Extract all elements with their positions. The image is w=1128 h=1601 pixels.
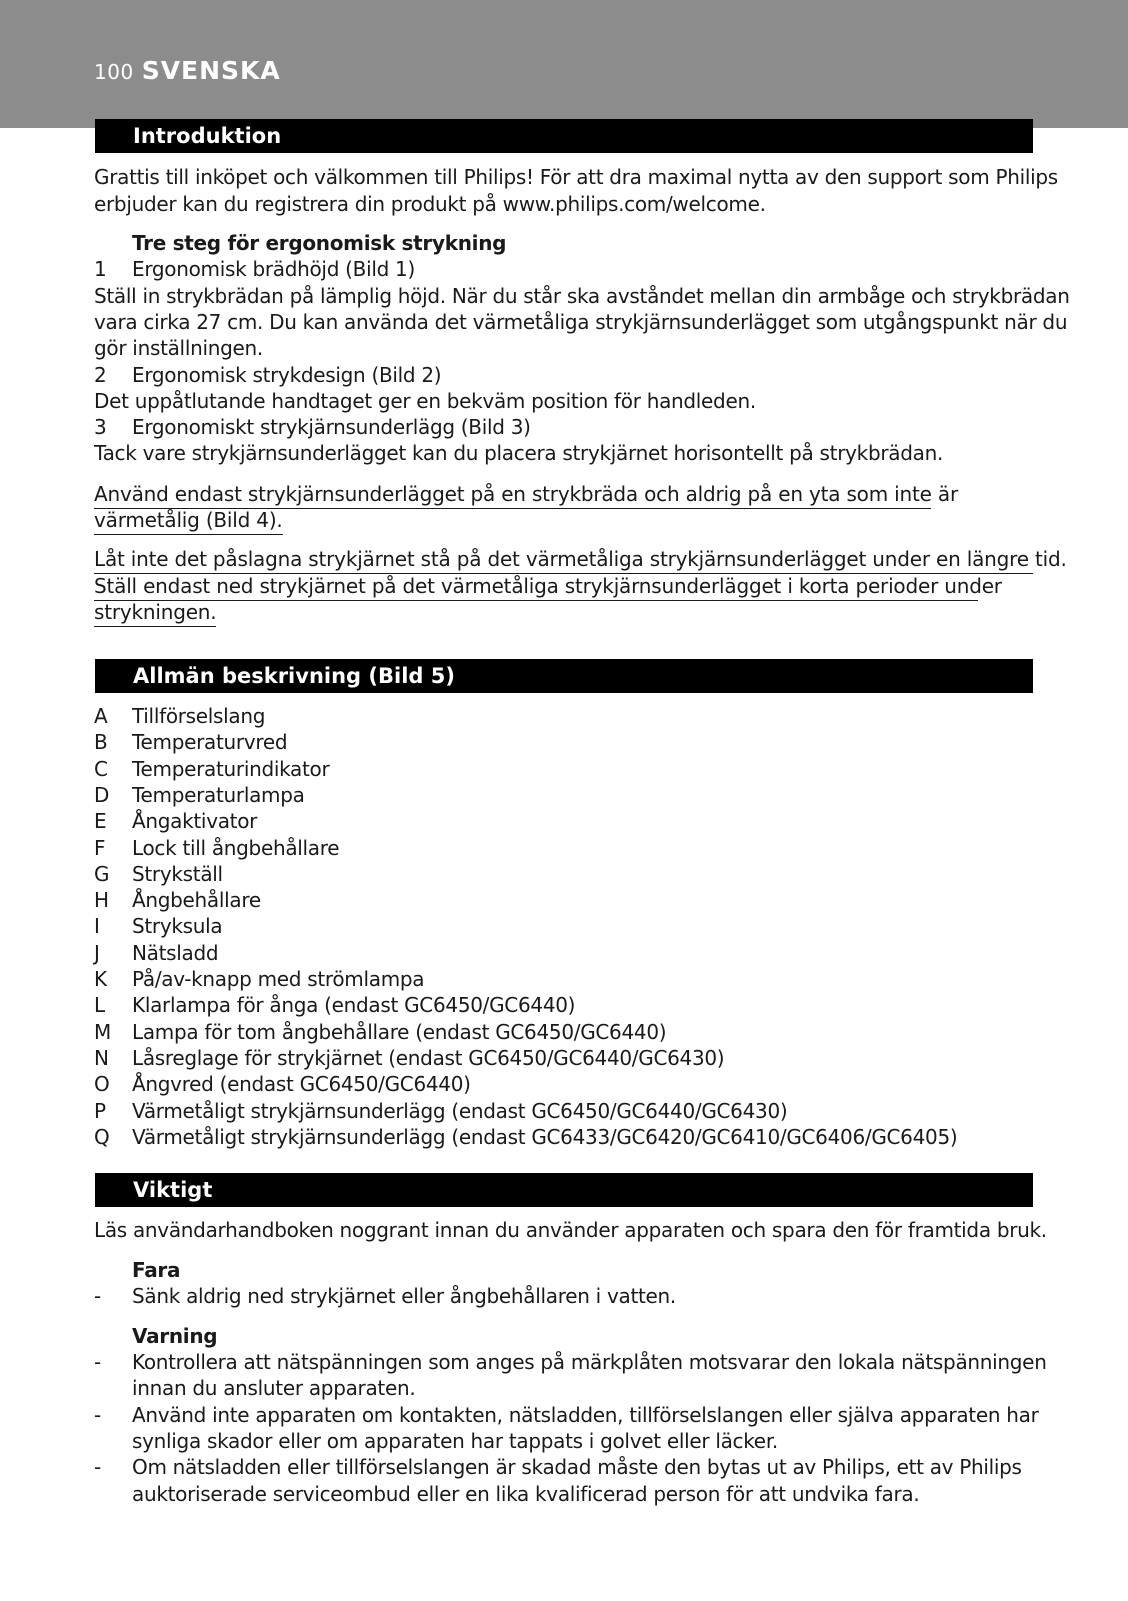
step-2-text-1: Det uppåtlutande handtaget ger en bekväm position för handleden. [94, 389, 756, 413]
description-item [94, 1045, 724, 1072]
page-number: 100 [94, 60, 134, 84]
warning-2-line-1: Låt inte det påslagna strykjärnet stå på det värmetåliga strykjärnsunderlägget under en längre tid. [94, 546, 1033, 574]
item-letter: G [94, 862, 110, 886]
warning-item-2 [94, 1402, 1039, 1429]
important-intro: Läs användarhandboken noggrant innan du använder apparaten och spara den för framtida bruk. [94, 1218, 1047, 1242]
bullet-dash: - [94, 1350, 101, 1374]
step-number: 3 [94, 415, 107, 439]
description-item [94, 966, 424, 993]
item-letter: H [94, 888, 109, 912]
warning-1-line-2: värmetålig (Bild 4). [94, 507, 283, 535]
item-letter: O [94, 1072, 110, 1096]
danger-heading: Fara [132, 1258, 181, 1282]
item-text: Temperaturindikator [132, 757, 330, 781]
item-text: Låsreglage för strykjärnet (endast GC6450/GC6440/GC6430) [132, 1046, 725, 1070]
description-item [94, 782, 305, 809]
warning-text: Använd inte apparaten om kontakten, nätsladden, tillförselslangen eller själva apparaten har [132, 1403, 1039, 1427]
item-text: Ångaktivator [132, 809, 258, 833]
warning-item-1 [94, 1349, 1047, 1376]
description-item [94, 1071, 471, 1098]
warning-item-2-cont: synliga skador eller om apparaten har tappats i golvet eller läcker. [132, 1429, 778, 1453]
item-text: Temperaturvred [132, 730, 288, 754]
bullet-dash: - [94, 1403, 101, 1427]
item-letter: N [94, 1046, 109, 1070]
description-item [94, 861, 223, 888]
item-letter: I [94, 914, 100, 938]
warning-1-line-1: Använd endast strykjärnsunderlägget på en strykbräda och aldrig på en yta som inte är [94, 481, 931, 509]
warning-text: Kontrollera att nätspänningen som anges på märkplåten motsvarar den lokala nätspänningen [132, 1350, 1047, 1374]
step-3 [94, 414, 531, 441]
warning-2-line-3: strykningen. [94, 599, 216, 627]
item-letter: K [94, 967, 107, 991]
description-item [94, 940, 218, 967]
step-1-text-3: gör inställningen. [94, 336, 263, 360]
item-text: Värmetåligt strykjärnsunderlägg (endast GC6433/GC6420/GC6410/GC6406/GC6405) [132, 1125, 958, 1149]
warning-item-3-cont: auktoriserade serviceombud eller en lika kvalificerad person för att undvika fara. [132, 1482, 920, 1506]
subheading-tre-steg: Tre steg för ergonomisk strykning [132, 231, 507, 255]
item-text: Nätsladd [132, 941, 219, 965]
page-header [94, 56, 281, 85]
step-1 [94, 256, 415, 283]
description-item [94, 1124, 957, 1151]
item-text: Strykställ [132, 862, 223, 886]
description-item [94, 992, 575, 1019]
item-text: Ångbehållare [132, 888, 261, 912]
item-text: Stryksula [132, 914, 223, 938]
intro-line-1: Grattis till inköpet och välkommen till Philips! För att dra maximal nytta av den support som Philips [94, 165, 1058, 189]
language-title: SVENSKA [141, 56, 281, 85]
warning-text: Om nätsladden eller tillförselslangen är skadad måste den bytas ut av Philips, ett av Philips [132, 1455, 1022, 1479]
item-letter: M [94, 1020, 111, 1044]
step-title: Ergonomisk brädhöjd (Bild 1) [132, 257, 415, 281]
step-1-text-1: Ställ in strykbrädan på lämplig höjd. När du står ska avståndet mellan din armbåge och strykbrädan [94, 284, 1070, 308]
item-text: Lock till ångbehållare [132, 836, 340, 860]
warning-2-line-2: Ställ endast ned strykjärnet på det värmetåliga strykjärnsunderlägget i korta perioder under [94, 573, 978, 601]
step-number: 2 [94, 363, 107, 387]
step-1-text-2: vara cirka 27 cm. Du kan använda det värmetåliga strykjärnsunderlägget som utgångspunkt när du [94, 310, 1068, 334]
step-title: Ergonomisk strykdesign (Bild 2) [132, 363, 442, 387]
item-letter: A [94, 704, 108, 728]
description-item [94, 835, 339, 862]
item-text: Värmetåligt strykjärnsunderlägg (endast GC6450/GC6440/GC6430) [132, 1099, 788, 1123]
warning-heading: Varning [132, 1324, 218, 1348]
warning-item-1-cont: innan du ansluter apparaten. [132, 1376, 416, 1400]
warning-item-3 [94, 1454, 1022, 1481]
item-letter: E [94, 809, 107, 833]
item-letter: C [94, 757, 108, 781]
description-item [94, 756, 329, 783]
description-item [94, 729, 287, 756]
item-text: Lampa för tom ångbehållare (endast GC6450/GC6440) [132, 1020, 667, 1044]
bullet-dash: - [94, 1284, 101, 1308]
item-letter: B [94, 730, 108, 754]
danger-text: Sänk aldrig ned strykjärnet eller ångbehållaren i vatten. [132, 1284, 676, 1308]
item-letter: J [94, 941, 100, 965]
description-item [94, 808, 257, 835]
section-heading-introduktion: Introduktion [95, 119, 1033, 153]
item-text: Tillförselslang [132, 704, 266, 728]
item-text: På/av-knapp med strömlampa [132, 967, 425, 991]
description-item [94, 1098, 787, 1125]
description-item [94, 887, 261, 914]
step-number: 1 [94, 257, 107, 281]
item-text: Ångvred (endast GC6450/GC6440) [132, 1072, 471, 1096]
intro-line-2: erbjuder kan du registrera din produkt på www.philips.com/welcome. [94, 192, 766, 216]
danger-item-1 [94, 1283, 676, 1310]
description-item [94, 703, 265, 730]
item-letter: P [94, 1099, 106, 1123]
item-letter: F [94, 836, 106, 860]
section-heading-allman-beskrivning: Allmän beskrivning (Bild 5) [95, 659, 1033, 693]
item-letter: Q [94, 1125, 110, 1149]
item-letter: L [94, 993, 105, 1017]
step-title: Ergonomiskt strykjärnsunderlägg (Bild 3) [132, 415, 531, 439]
step-2 [94, 362, 441, 389]
description-item [94, 1019, 666, 1046]
item-text: Klarlampa för ånga (endast GC6450/GC6440) [132, 993, 576, 1017]
description-item [94, 913, 222, 940]
item-letter: D [94, 783, 110, 807]
section-heading-viktigt: Viktigt [95, 1173, 1033, 1207]
bullet-dash: - [94, 1455, 101, 1479]
step-3-text-1: Tack vare strykjärnsunderlägget kan du placera strykjärnet horisontellt på strykbrädan. [94, 441, 944, 465]
item-text: Temperaturlampa [132, 783, 305, 807]
